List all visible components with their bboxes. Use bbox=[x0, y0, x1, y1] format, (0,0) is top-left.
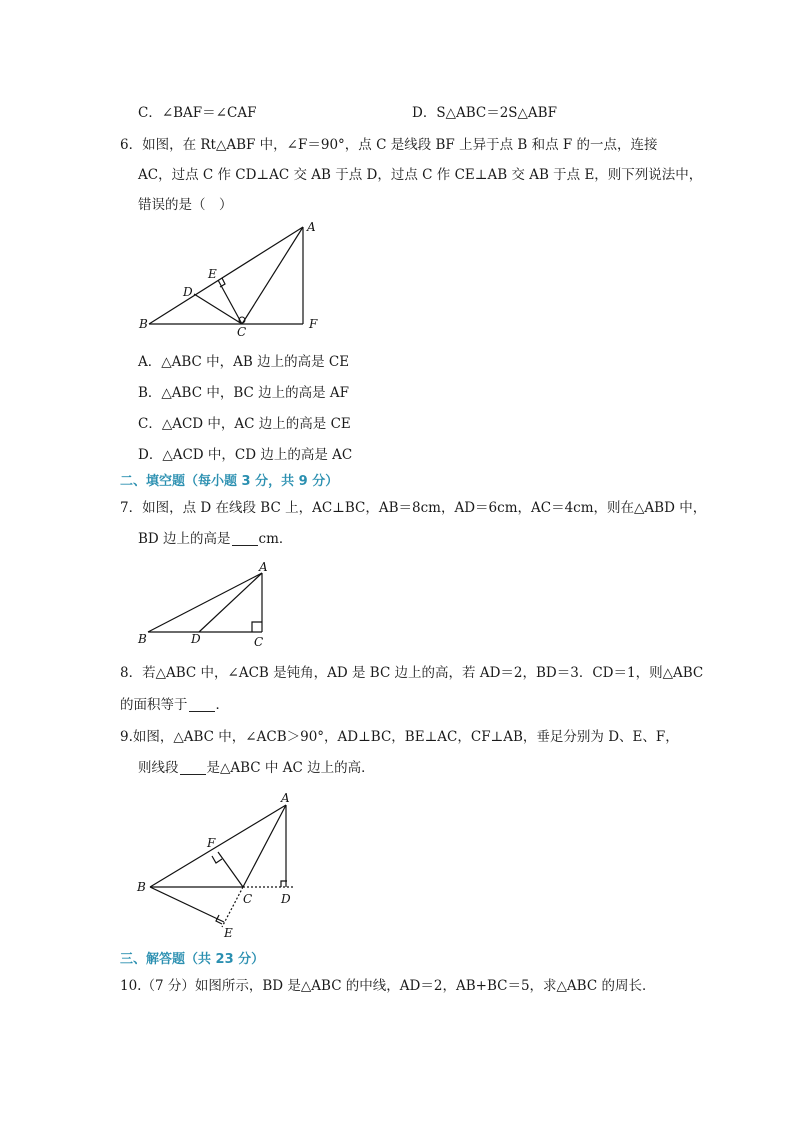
q9-label-d: D bbox=[281, 892, 291, 906]
section3-title: 三、解答题（共 23 分） bbox=[120, 952, 265, 967]
q9-label-f: F bbox=[207, 836, 216, 850]
q6-label-b: B bbox=[139, 317, 148, 331]
q7-label-b: B bbox=[138, 632, 147, 646]
section2-title: 二、填空题（每小题 3 分，共 9 分） bbox=[120, 474, 339, 489]
q6-label-c: C bbox=[237, 325, 247, 339]
q6-label-a: A bbox=[307, 220, 316, 234]
q5-option-c: C．∠BAF＝∠CAF bbox=[138, 105, 257, 121]
q9-stem-line1: 9.如图，△ABC 中，∠ACB＞90°，AD⊥BC，BE⊥AC，CF⊥AB，垂足分别为 D、E、F， bbox=[120, 729, 679, 745]
q10-stem-line1: 10.（7 分）如图所示，BD 是△ABC 的中线，AD＝2，AB+BC＝5，求△ABC 的周长． bbox=[120, 978, 656, 994]
q6-label-e: E bbox=[208, 267, 217, 281]
q7-text-before-blank: BD 边上的高是 bbox=[138, 531, 231, 547]
q6-label-d: D bbox=[183, 285, 193, 299]
q6-stem-line2: AC，过点 C 作 CD⊥AC 交 AB 于点 D，过点 C 作 CE⊥AB 交 AB 于点 E，则下列说法中， bbox=[138, 167, 703, 183]
q5-option-d: D．S△ABC＝2S△ABF bbox=[412, 105, 557, 121]
q8-stem-line1: 8．若△ABC 中，∠ACB 是钝角，AD 是 BC 边上的高，若 AD＝2，BD＝3．CD＝1，则△ABC bbox=[120, 665, 704, 681]
q7-label-d: D bbox=[191, 632, 201, 646]
q9-label-e: E bbox=[224, 926, 233, 940]
q9-label-b: B bbox=[137, 880, 146, 894]
q9-text-after-blank: 是△ABC 中 AC 边上的高． bbox=[206, 760, 375, 776]
q6-label-f: F bbox=[309, 317, 318, 331]
q7-label-c: C bbox=[254, 635, 264, 649]
q8-text-after-blank: ． bbox=[215, 697, 229, 713]
q7-text-after-blank: cm． bbox=[258, 531, 293, 547]
q9-text-before-blank: 则线段 bbox=[138, 760, 179, 776]
q6-stem-line1: 6．如图，在 Rt△ABF 中，∠F＝90°，点 C 是线段 BF 上异于点 B 和点 F 的一点，连接 bbox=[120, 137, 658, 153]
q6-option-c: C．△ACD 中，AC 边上的高是 CE bbox=[138, 416, 351, 432]
q6-option-b: B．△ABC 中，BC 边上的高是 AF bbox=[138, 385, 350, 401]
q8-text-before-blank: 的面积等于 bbox=[120, 697, 188, 713]
q9-label-a: A bbox=[281, 791, 290, 805]
q6-option-d: D．△ACD 中，CD 边上的高是 AC bbox=[138, 447, 353, 463]
q7-stem-line1: 7．如图，点 D 在线段 BC 上，AC⊥BC，AB＝8cm，AD＝6cm，AC＝4cm，则在△ABD 中， bbox=[120, 500, 707, 516]
q6-option-a: A．△ABC 中，AB 边上的高是 CE bbox=[138, 354, 350, 370]
q6-stem-line3: 错误的是（ ） bbox=[138, 197, 233, 213]
q9-label-c: C bbox=[243, 892, 253, 906]
q7-label-a: A bbox=[259, 560, 268, 574]
